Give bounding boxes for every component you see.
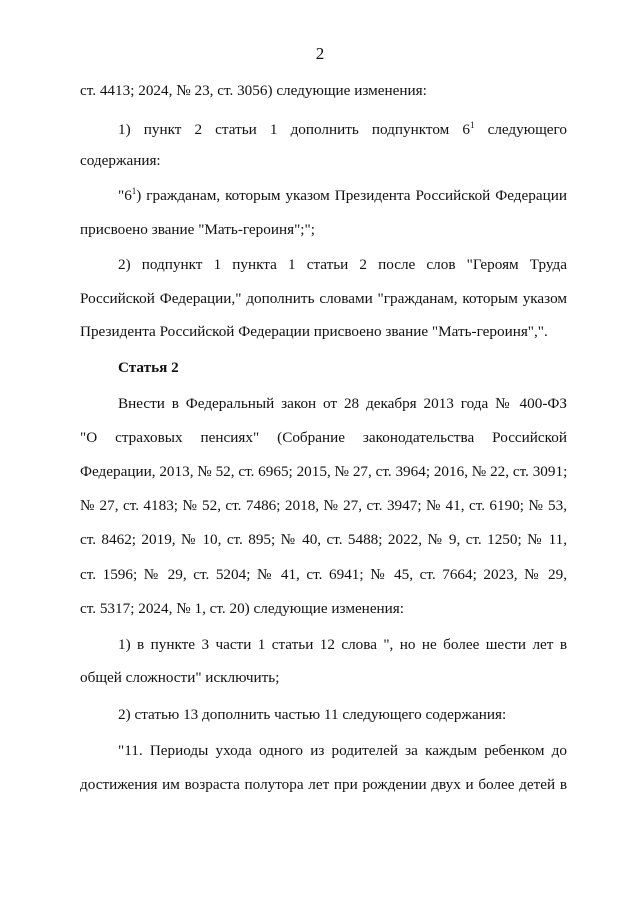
- text-fragment: ) гражданам, которым указом Президента Российской Федерации: [136, 187, 567, 204]
- text-line: присвоено звание "Мать-героиня";";: [80, 221, 315, 238]
- text-line: ст. 1596; № 29, ст. 5204; № 41, ст. 6941; № 45, ст. 7664; 2023, № 29,: [80, 566, 567, 583]
- article-heading: Статья 2: [118, 359, 179, 376]
- text-line: ст. 4413; 2024, № 23, ст. 3056) следующие изменения:: [80, 82, 427, 99]
- text-line: "О страховых пенсиях" (Собрание законодательства Российской: [80, 429, 567, 446]
- text-line: 2) статью 13 дополнить частью 11 следующего содержания:: [118, 706, 507, 723]
- text-line: содержания:: [80, 152, 161, 169]
- text-line: Внести в Федеральный закон от 28 декабря 2013 года № 400-ФЗ: [118, 395, 567, 412]
- superscript: 1: [131, 186, 137, 196]
- text-line: достижения им возраста полутора лет при рождении двух и более детей в: [80, 776, 567, 793]
- text-fragment: "6: [118, 187, 132, 204]
- text-fragment: 1) пункт 2 статьи 1 дополнить подпунктом 6: [118, 121, 470, 138]
- text-line: ст. 5317; 2024, № 1, ст. 20) следующие изменения:: [80, 600, 405, 617]
- text-fragment: следующего: [474, 121, 567, 138]
- superscript: 1: [469, 120, 475, 130]
- text-line: общей сложности" исключить;: [80, 669, 280, 686]
- text-line: ст. 8462; 2019, № 10, ст. 895; № 40, ст. 5488; 2022, № 9, ст. 1250; № 11,: [80, 531, 567, 548]
- text-line: № 27, ст. 4183; № 52, ст. 7486; 2018, № 27, ст. 3947; № 41, ст. 6190; № 53,: [80, 497, 567, 514]
- text-line: [118, 121, 567, 139]
- page-number: 2: [315, 44, 325, 63]
- text-line: Федерации, 2013, № 52, ст. 6965; 2015, № 27, ст. 3964; 2016, № 22, ст. 3091;: [80, 463, 568, 480]
- text-line: "11. Периоды ухода одного из родителей за каждым ребенком до: [118, 742, 567, 759]
- text-line: 1) в пункте 3 части 1 статьи 12 слова ", но не более шести лет в: [118, 636, 567, 653]
- text-line: 2) подпункт 1 пункта 1 статьи 2 после слов "Героям Труда: [118, 256, 567, 273]
- text-line: Президента Российской Федерации присвоено звание "Мать-героиня",".: [80, 323, 548, 340]
- text-line: Российской Федерации," дополнить словами "гражданам, которым указом: [80, 290, 567, 307]
- text-line: [118, 187, 567, 205]
